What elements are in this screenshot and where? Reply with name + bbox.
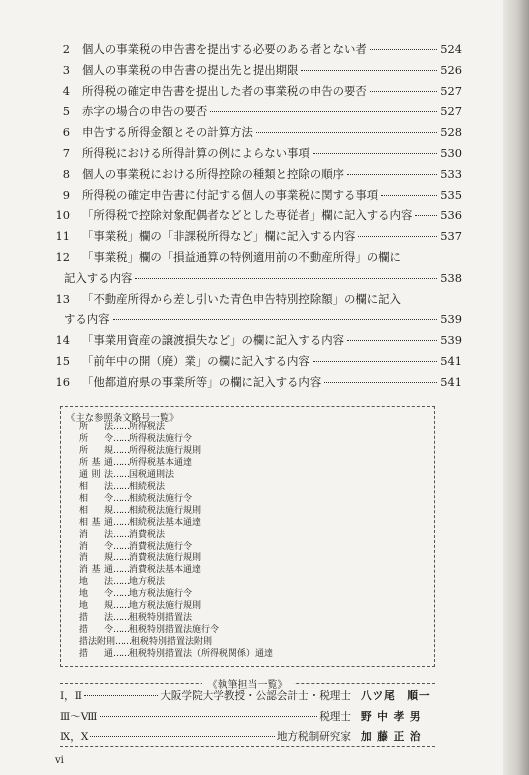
reference-separator: ……	[113, 613, 129, 624]
toc-leader-dots	[347, 174, 437, 175]
reference-abbreviation: 通則法	[79, 469, 113, 480]
reference-item	[79, 625, 273, 637]
reference-full-name: 地方税法	[129, 577, 166, 588]
author-leader-dots	[84, 695, 158, 696]
author-chapter-range: Ⅸ，Ⅹ	[60, 731, 89, 743]
authors-heading: 《執筆担当一覧》	[202, 676, 294, 691]
reference-separator: ……	[113, 457, 129, 468]
toc-entry	[50, 146, 462, 160]
reference-separator: ……	[113, 445, 129, 456]
toc-entry-page: 539	[440, 333, 462, 348]
reference-full-name: 租税特別措置法（所得税関係）通達	[129, 649, 274, 660]
reference-item	[79, 565, 273, 577]
toc-entry	[50, 208, 462, 222]
author-row	[60, 729, 435, 744]
authors-bottom-rule	[60, 746, 435, 747]
toc-entry	[50, 125, 462, 139]
reference-item	[79, 577, 273, 589]
reference-abbreviation: 所 法	[79, 422, 113, 432]
reference-separator: ……	[113, 481, 129, 492]
author-leader-dots	[90, 736, 274, 737]
reference-item	[79, 506, 273, 518]
reference-item	[79, 470, 273, 482]
toc-entry	[50, 63, 462, 77]
reference-full-name: 相続税法基本通達	[129, 517, 202, 528]
reference-full-name: 所得税法施行規則	[129, 445, 202, 456]
toc-leader-dots	[358, 236, 437, 237]
reference-abbreviation: 消基通	[79, 565, 113, 576]
reference-item	[79, 542, 273, 554]
toc-leader-dots	[324, 382, 437, 383]
reference-full-name: 相続税法	[129, 481, 166, 492]
reference-abbreviation: 地 規	[79, 601, 113, 612]
reference-abbreviation: 相 令	[79, 493, 113, 504]
toc-entry	[50, 167, 462, 181]
toc-leader-dots	[313, 361, 437, 362]
toc-entry-title: 「事業用資産の譲渡損失など」の欄に記入する内容	[82, 333, 344, 348]
toc-leader-dots	[313, 153, 437, 154]
toc-entry-page: 526	[440, 62, 462, 77]
toc-entry-number: 7	[62, 146, 70, 160]
reference-abbreviation: 消 令	[79, 541, 113, 552]
toc-entry-title: 所得税の確定申告書に付記する個人の事業税に関する事項	[82, 187, 379, 202]
toc-entry-title: 「不動産所得から差し引いた青色申告特別控除額」の欄に記入	[82, 291, 401, 306]
reference-full-name: 地方税法施行規則	[129, 601, 202, 612]
toc-entry-page: 527	[440, 83, 462, 98]
toc-entry-title: 「事業税」欄の「損益通算の特例適用前の不動産所得」の欄に	[82, 250, 401, 264]
reference-separator: ……	[113, 649, 129, 660]
reference-full-name: 相続税法施行令	[129, 493, 193, 504]
reference-separator: ……	[113, 625, 129, 636]
toc-entry-title: する内容	[64, 312, 110, 327]
toc-entry-page: 524	[440, 42, 462, 56]
reference-abbreviation: 相 法	[79, 481, 113, 492]
toc-entry-title: 申告する所得金額とその計算方法	[82, 125, 253, 140]
reference-full-name: 所得税基本通達	[129, 457, 193, 468]
author-affiliation: 税理士	[319, 711, 351, 723]
toc-leader-dots	[301, 70, 437, 71]
toc-entry-number: 4	[62, 83, 70, 98]
toc-leader-dots	[113, 319, 438, 320]
reference-separator: ……	[113, 601, 129, 612]
toc-entry-number: 14	[55, 333, 70, 348]
toc-entry-number: 8	[62, 166, 70, 181]
toc-entry	[50, 354, 462, 368]
toc-entry-number: 3	[62, 62, 70, 77]
toc-leader-dots	[370, 91, 437, 92]
author-row	[60, 688, 435, 703]
author-affiliation: 地方税制研究家	[276, 731, 351, 743]
reference-item	[79, 530, 273, 542]
toc-leader-dots	[210, 111, 437, 112]
author-name: 八ツ尾 順一	[361, 690, 431, 702]
toc-entry-page: 538	[440, 270, 462, 285]
reference-abbreviation-box	[60, 406, 435, 667]
toc-entry-title: 「前年中の開（廃）業」の欄に記入する内容	[82, 354, 310, 368]
toc-entry-page: 541	[440, 374, 462, 389]
reference-full-name: 消費税法	[129, 529, 166, 540]
author-name: 野 中 孝 男	[361, 711, 422, 723]
reference-abbreviation: 所 規	[79, 445, 113, 456]
authors-box	[60, 676, 435, 750]
toc-leader-dots	[347, 340, 437, 341]
toc-entry-number: 16	[55, 374, 70, 389]
reference-item	[79, 613, 273, 625]
reference-separator: ……	[113, 529, 129, 540]
toc-entry-page: 541	[440, 354, 462, 368]
reference-abbreviation: 地 令	[79, 589, 113, 600]
reference-full-name: 所得税法施行令	[129, 433, 193, 444]
toc-entry-title: 「所得税で控除対象配偶者などとした専従者」欄に記入する内容	[82, 208, 413, 223]
reference-full-name: 消費税法基本通達	[129, 565, 202, 576]
toc-entry	[50, 84, 462, 98]
toc-entry	[50, 292, 462, 327]
reference-abbreviation: 措 通	[79, 649, 113, 660]
reference-item	[79, 518, 273, 530]
reference-abbreviation: 消 法	[79, 529, 113, 540]
reference-separator: ……	[113, 493, 129, 504]
reference-item	[79, 458, 273, 470]
toc-entry-number: 9	[62, 187, 70, 202]
reference-abbreviation: 所 令	[79, 433, 113, 444]
toc-entry	[50, 188, 462, 202]
reference-full-name: 相続税法施行規則	[129, 505, 202, 516]
reference-full-name: 所得税法	[129, 422, 166, 432]
toc-entry-number: 5	[62, 104, 70, 119]
author-affiliation: 大阪学院大学教授・公認会計士・税理士	[160, 690, 351, 702]
toc-entry-page: 536	[440, 208, 462, 223]
reference-separator: ……	[113, 541, 129, 552]
reference-item	[79, 553, 273, 565]
toc-leader-dots	[381, 195, 437, 196]
reference-abbreviation: 措法附則	[79, 637, 116, 648]
toc-entry-title: 「事業税」欄の「非課税所得など」欄に記入する内容	[82, 229, 356, 244]
author-chapter-range: Ⅲ～Ⅷ	[60, 711, 98, 723]
reference-item	[79, 637, 273, 649]
reference-heading: 《主な参照条文略号一覧》	[66, 413, 179, 424]
reference-separator: ……	[113, 577, 129, 588]
reference-separator: ……	[115, 637, 131, 648]
reference-abbreviation: 相 規	[79, 505, 113, 516]
toc-entry-page: 537	[440, 229, 462, 244]
toc-entry-title: 個人の事業税の申告書の提出先と提出期限	[82, 62, 299, 77]
toc-entry-number: 15	[55, 354, 70, 368]
toc-entry	[50, 229, 462, 243]
reference-separator: ……	[113, 565, 129, 576]
reference-separator: ……	[113, 589, 129, 600]
toc-entry-title: 記入する内容	[64, 270, 133, 285]
toc-entry-number: 6	[62, 125, 70, 140]
toc-leader-dots	[135, 278, 437, 279]
reference-separator: ……	[113, 505, 129, 516]
toc-entry-page: 539	[440, 312, 462, 327]
toc-entry-title: 赤字の場合の申告の要否	[82, 104, 208, 119]
reference-separator: ……	[113, 517, 129, 528]
reference-full-name: 消費税法施行令	[129, 541, 193, 552]
reference-item	[79, 601, 273, 613]
toc-entry-page: 527	[440, 104, 462, 119]
reference-separator: ……	[113, 433, 129, 444]
toc-entry-number: 2	[62, 42, 70, 56]
reference-abbreviation: 措 法	[79, 613, 113, 624]
reference-full-name: 地方税法施行令	[129, 589, 193, 600]
reference-separator: ……	[113, 469, 129, 480]
reference-full-name: 租税特別措置法	[129, 613, 193, 624]
toc-entry	[50, 104, 462, 118]
toc-leader-dots	[256, 132, 437, 133]
toc-entry	[50, 42, 462, 56]
author-row	[60, 709, 435, 724]
toc-entry-title: 所得税における所得計算の例によらない事項	[82, 146, 310, 160]
reference-full-name: 国税通則法	[129, 469, 175, 480]
reference-separator: ……	[113, 422, 129, 432]
toc-entry	[50, 250, 462, 285]
reference-list	[79, 422, 273, 661]
toc-entry-page: 533	[440, 166, 462, 181]
author-name: 加 藤 正 治	[361, 731, 422, 743]
toc-entry-title: 個人の事業税における所得控除の種類と控除の順序	[82, 166, 344, 181]
reference-full-name: 租税特別措置法施行令	[129, 625, 220, 636]
reference-separator: ……	[113, 553, 129, 564]
reference-item	[79, 589, 273, 601]
reference-abbreviation: 消 規	[79, 553, 113, 564]
toc-entry-title: 個人の事業税の申告書を提出する必要のある者とない者	[82, 42, 367, 56]
reference-item	[79, 482, 273, 494]
toc-entry-number: 13	[55, 291, 70, 306]
author-chapter-range: Ⅰ，Ⅱ	[60, 690, 82, 702]
reference-abbreviation: 所基通	[79, 457, 113, 468]
reference-full-name: 消費税法施行規則	[129, 553, 202, 564]
reference-abbreviation: 措 令	[79, 625, 113, 636]
toc-entry-page: 535	[440, 187, 462, 202]
reference-item	[79, 434, 273, 446]
reference-abbreviation: 相基通	[79, 517, 113, 528]
reference-item	[79, 446, 273, 458]
toc-leader-dots	[415, 215, 437, 216]
toc-entry-page: 530	[440, 146, 462, 160]
reference-full-name: 租税特別措置法附則	[131, 637, 213, 648]
reference-item	[79, 494, 273, 506]
toc-entry-page: 528	[440, 125, 462, 140]
toc-entry-number: 11	[55, 229, 70, 244]
toc-leader-dots	[370, 49, 437, 50]
toc-entry-title: 所得税の確定申告書を提出した者の事業税の申告の要否	[82, 83, 367, 98]
toc-entry	[50, 375, 462, 389]
toc-entry	[50, 333, 462, 347]
author-leader-dots	[100, 716, 318, 717]
reference-abbreviation: 地 法	[79, 577, 113, 588]
reference-item	[79, 649, 273, 661]
toc-entry-number: 10	[55, 208, 70, 223]
page-number: vi	[55, 755, 64, 766]
toc-entry-number: 12	[55, 250, 70, 264]
toc-entry-title: 「他都道府県の事業所等」の欄に記入する内容	[82, 374, 322, 389]
reference-item	[79, 422, 273, 434]
page-gutter-shadow	[503, 0, 529, 775]
